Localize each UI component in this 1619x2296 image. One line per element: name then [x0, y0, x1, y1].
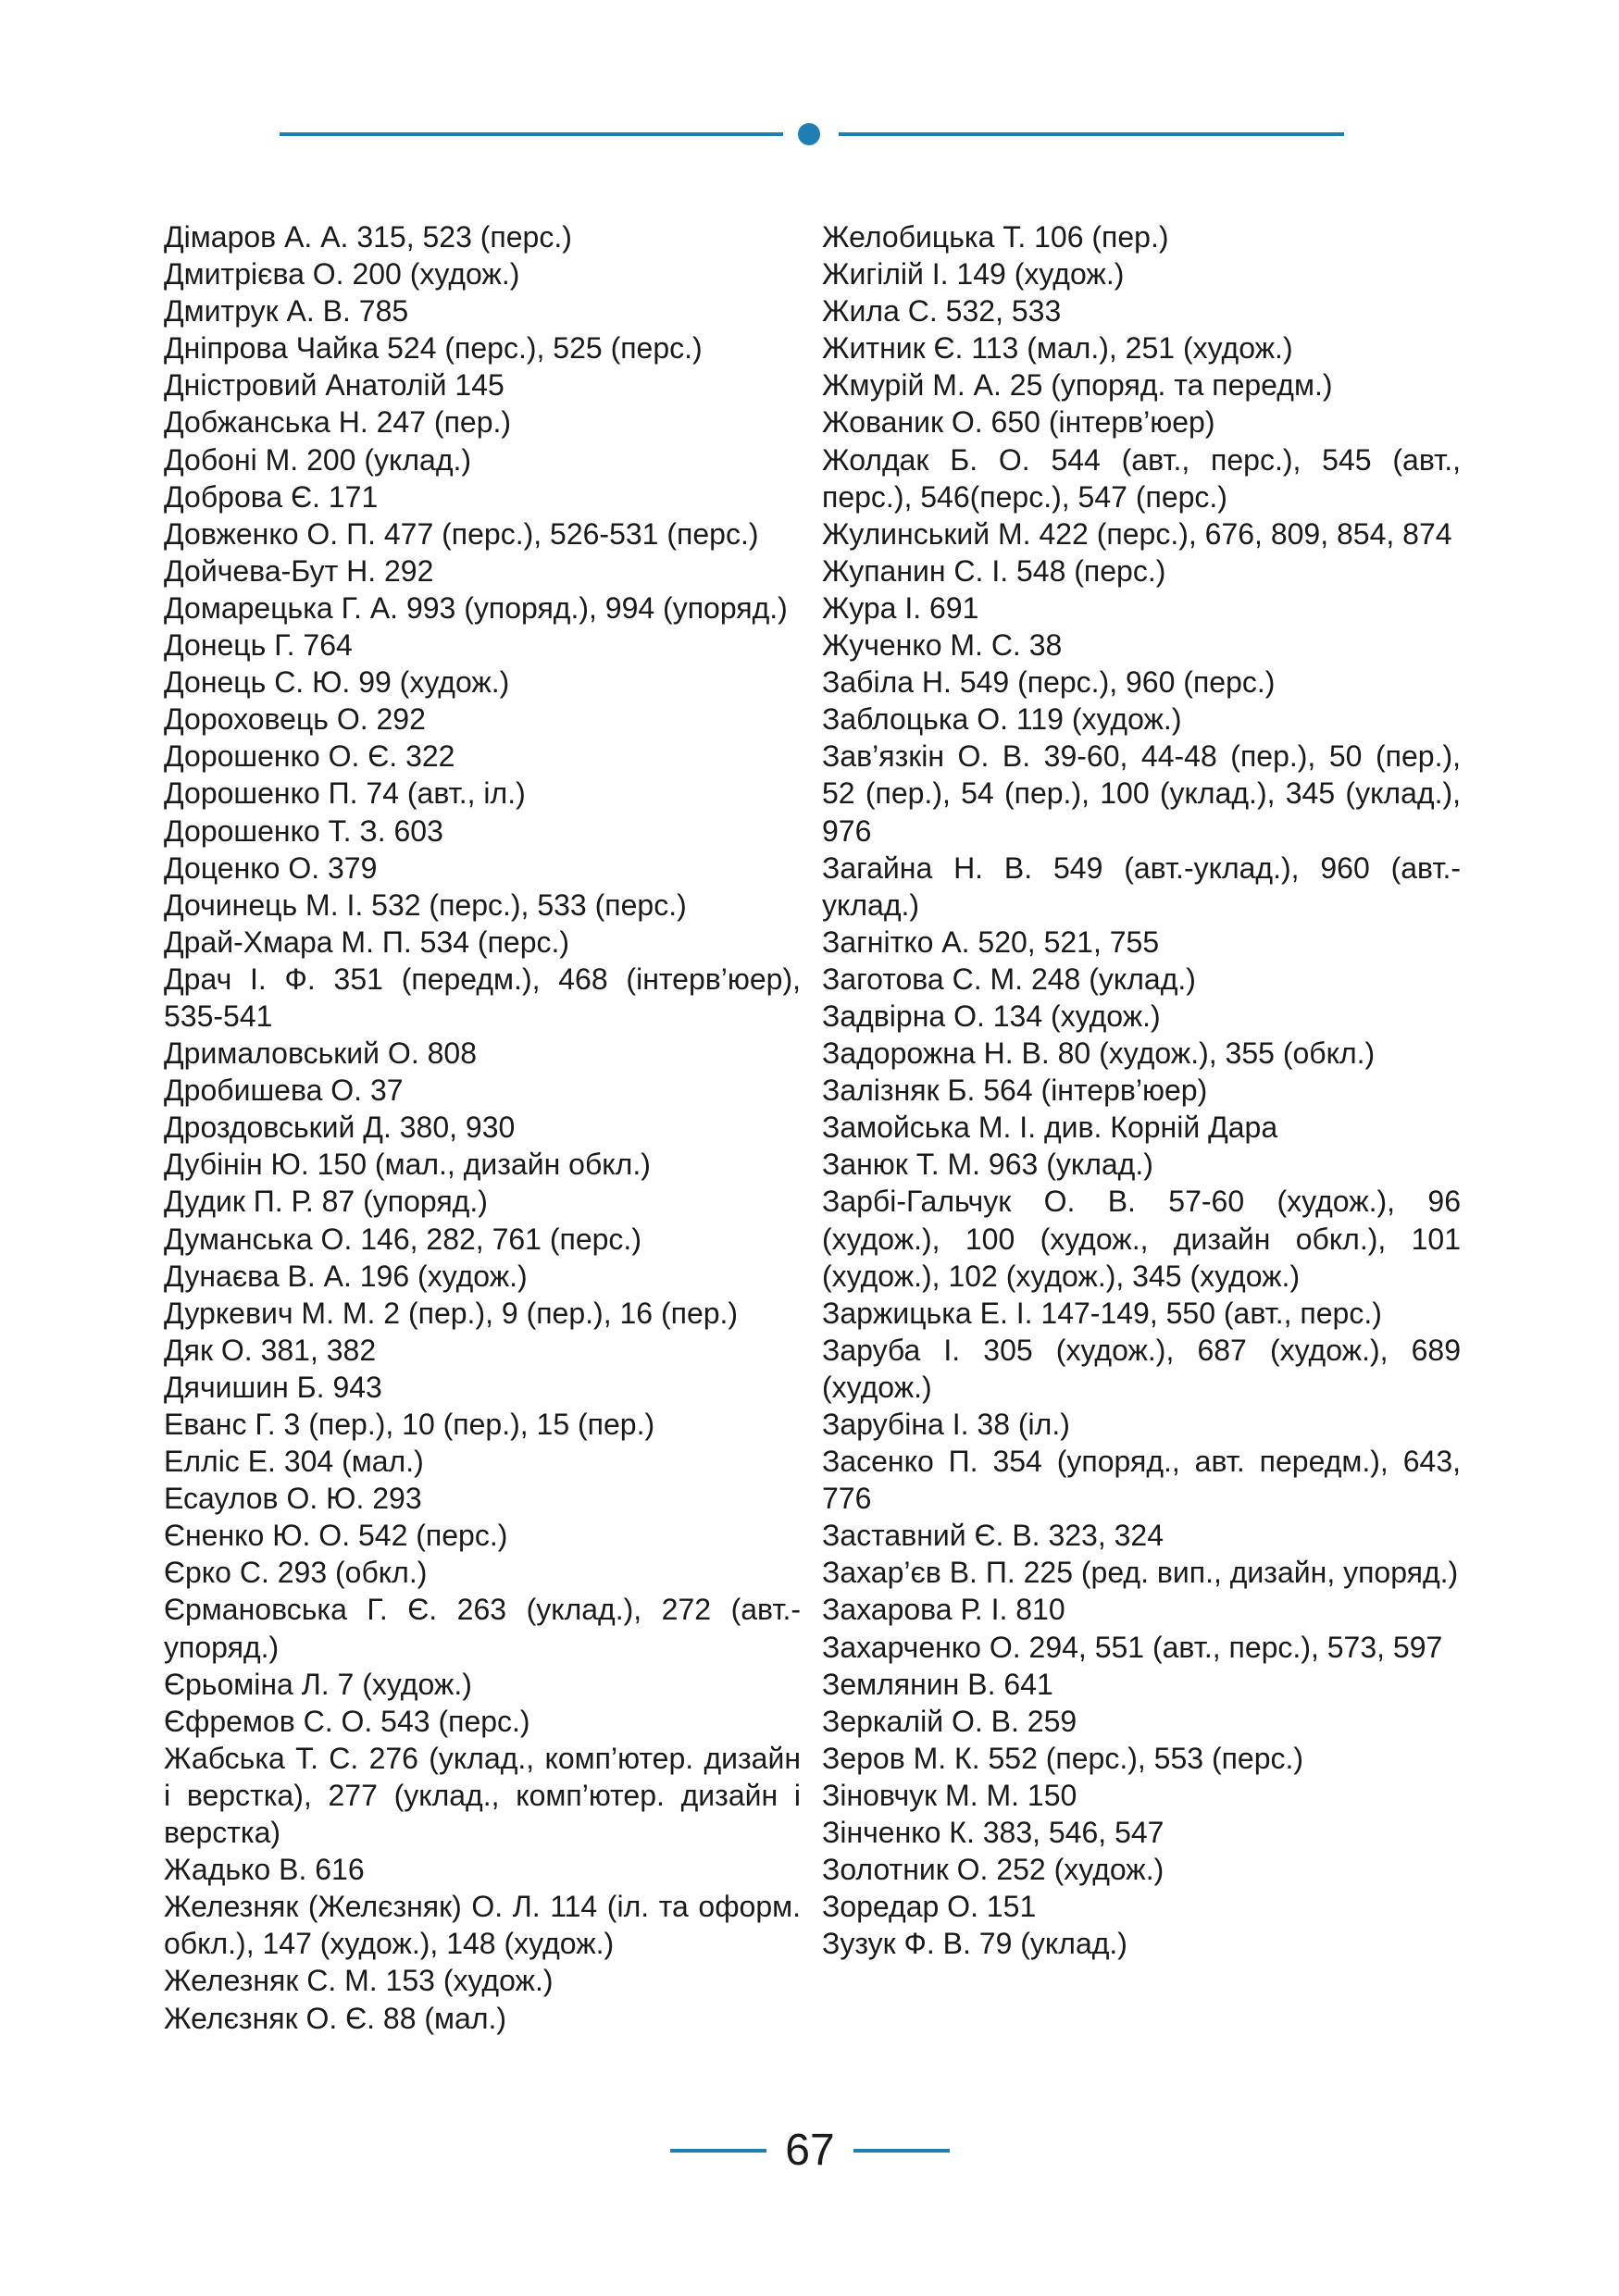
index-entry: Дмитрук А. В. 785	[164, 294, 409, 329]
index-entry: Дрималовський О. 808	[164, 1036, 477, 1071]
header-rule-left	[280, 132, 783, 136]
index-entry: Добоні М. 200 (уклад.)	[164, 442, 472, 477]
index-entry: Зінченко К. 383, 546, 547	[822, 1816, 1164, 1850]
index-entry: Заблоцька О. 119 (худож.)	[822, 702, 1182, 737]
index-entry: Золотник О. 252 (худож.)	[822, 1853, 1164, 1887]
index-entry: Зарбі-Гальчук О. В. 57-60 (худож.), 96 (худож.), 100 (худож., дизайн обкл.), 101 (худож.), 102 (худож.), 345 (худож.)	[822, 1185, 1461, 1293]
index-entry: Єненко Ю. О. 542 (перс.)	[164, 1519, 508, 1553]
index-entry: Дудик П. Р. 87 (упоряд.)	[164, 1185, 488, 1219]
index-entry: Дімаров А. А. 315, 523 (перс.)	[164, 220, 572, 254]
index-entry: Єрмановська Г. Є. 263 (уклад.), 272 (авт.-упоряд.)	[164, 1593, 801, 1664]
index-entry: Дунаєва В. А. 196 (худож.)	[164, 1259, 528, 1293]
index-entry: Драч І. Ф. 351 (передм.), 468 (інтерв’юер), 535-541	[164, 962, 801, 1033]
index-entry: Доценко О. 379	[164, 850, 378, 885]
index-entry: Задвірна О. 134 (худож.)	[822, 999, 1161, 1033]
index-entry: Зіновчук М. М. 150	[822, 1778, 1077, 1812]
index-entry: Железняк (Желєзняк) О. Л. 114 (іл. та оформ. обкл.), 147 (худож.), 148 (худож.)	[164, 1890, 801, 1961]
index-entry: Донець С. Ю. 99 (худож.)	[164, 665, 510, 700]
index-entry: Загайна Н. В. 549 (авт.-уклад.), 960 (авт.-уклад.)	[822, 850, 1461, 922]
index-entry: Захар’єв В. П. 225 (ред. вип., дизайн, упоряд.)	[822, 1556, 1459, 1590]
index-column-left	[164, 218, 801, 2037]
index-entry: Жученко М. С. 38	[822, 628, 1063, 663]
header-dot-ornament	[798, 123, 820, 145]
index-entry: Заруба І. 305 (худож.), 687 (худож.), 689 (худож.)	[822, 1333, 1461, 1404]
index-entry: Жура І. 691	[822, 590, 979, 625]
index-entry: Залізняк Б. 564 (інтерв’юер)	[822, 1074, 1208, 1108]
index-entry: Домарецька Г. А. 993 (упоряд.), 994 (упоряд.)	[164, 590, 788, 625]
header-rule-right	[839, 132, 1344, 136]
index-entry: Дубінін Ю. 150 (мал., дизайн обкл.)	[164, 1148, 651, 1182]
index-entry: Дорошенко О. Є. 322	[164, 739, 455, 774]
index-entry: Землянин В. 641	[822, 1667, 1053, 1701]
index-entry: Зав’язкін О. В. 39-60, 44-48 (пер.), 50 (пер.), 52 (пер.), 54 (пер.), 100 (уклад.), 345 (уклад.), 976	[822, 739, 1461, 848]
index-entry: Захарова Р. І. 810	[822, 1593, 1065, 1627]
index-entry: Жадько В. 616	[164, 1853, 365, 1887]
index-entry: Зоредар О. 151	[822, 1890, 1037, 1924]
index-entry: Дробишева О. 37	[164, 1074, 404, 1108]
index-entry: Захарченко О. 294, 551 (авт., перс.), 573, 597	[822, 1630, 1443, 1664]
index-entry: Житник Є. 113 (мал.), 251 (худож.)	[822, 331, 1293, 366]
index-entry: Жигілій І. 149 (худож.)	[822, 257, 1125, 292]
footer-rule-right	[853, 2149, 950, 2153]
index-entry: Дорошенко П. 74 (авт., іл.)	[164, 776, 526, 811]
index-entry: Жила С. 532, 533	[822, 294, 1062, 329]
index-entry: Жупанин С. І. 548 (перс.)	[822, 553, 1166, 588]
index-entry: Доброва Є. 171	[164, 479, 379, 514]
index-entry: Задорожна Н. В. 80 (худож.), 355 (обкл.)	[822, 1036, 1376, 1071]
index-entry: Думанська О. 146, 282, 761 (перс.)	[164, 1222, 641, 1256]
index-entry: Дорошенко Т. З. 603	[164, 813, 443, 848]
index-entry: Зарубіна І. 38 (іл.)	[822, 1408, 1070, 1441]
index-entry: Єрко С. 293 (обкл.)	[164, 1556, 428, 1590]
index-entry: Заржицька Е. І. 147-149, 550 (авт., перс.)	[822, 1296, 1382, 1330]
index-entry: Добжанська Н. 247 (пер.)	[164, 405, 512, 440]
index-entry: Дуркевич М. М. 2 (пер.), 9 (пер.), 16 (пер.)	[164, 1296, 739, 1330]
index-entry: Занюк Т. М. 963 (уклад.)	[822, 1148, 1153, 1182]
index-entry: Елліс Е. 304 (мал.)	[164, 1445, 424, 1479]
index-entry: Загнітко А. 520, 521, 755	[822, 925, 1160, 959]
index-entry: Жолдак Б. О. 544 (авт., перс.), 545 (авт., перс.), 546(перс.), 547 (перс.)	[822, 442, 1461, 514]
index-entry: Зеркалій О. В. 259	[822, 1704, 1077, 1738]
index-entry: Еванс Г. 3 (пер.), 10 (пер.), 15 (пер.)	[164, 1408, 655, 1441]
index-column-right	[822, 218, 1461, 1962]
index-entry: Зеров М. К. 552 (перс.), 553 (перс.)	[822, 1741, 1304, 1775]
index-entry: Дячишин Б. 943	[164, 1370, 382, 1404]
index-entry: Єрьоміна Л. 7 (худож.)	[164, 1667, 472, 1701]
index-entry: Есаулов О. Ю. 293	[164, 1482, 422, 1516]
index-entry: Дороховець О. 292	[164, 702, 426, 737]
index-entry: Замойська М. І. див. Корній Дара	[822, 1111, 1278, 1145]
index-entry: Єфремов С. О. 543 (перс.)	[164, 1704, 530, 1738]
index-entry: Желобицька Т. 106 (пер.)	[822, 220, 1169, 254]
index-entry: Дністровий Анатолій 145	[164, 368, 504, 403]
index-entry: Донець Г. 764	[164, 628, 353, 663]
index-entry: Забіла Н. 549 (перс.), 960 (перс.)	[822, 665, 1276, 700]
index-entry: Железняк С. М. 153 (худож.)	[164, 1964, 554, 1998]
index-entry: Жмурій М. А. 25 (упоряд. та передм.)	[822, 368, 1333, 403]
index-entry: Желєзняк О. Є. 88 (мал.)	[164, 2001, 507, 2035]
index-entry: Дяк О. 381, 382	[164, 1333, 377, 1367]
index-entry: Дойчева-Бут Н. 292	[164, 553, 434, 588]
page-number: 67	[785, 2126, 835, 2175]
footer-rule-left	[670, 2149, 766, 2153]
index-entry: Дмитрієва О. 200 (худож.)	[164, 257, 520, 292]
index-entry: Дроздовський Д. 380, 930	[164, 1111, 516, 1145]
index-entry: Довженко О. П. 477 (перс.), 526-531 (перс.)	[164, 516, 759, 551]
index-entry: Зузук Ф. В. 79 (уклад.)	[822, 1927, 1127, 1961]
index-entry: Жованик О. 650 (інтерв’юер)	[822, 405, 1215, 440]
index-entry: Заготова С. М. 248 (уклад.)	[822, 962, 1196, 996]
index-entry: Засенко П. 354 (упоряд., авт. передм.), 643, 776	[822, 1445, 1461, 1516]
index-entry: Дніпрова Чайка 524 (перс.), 525 (перс.)	[164, 331, 703, 366]
index-entry: Жабська Т. С. 276 (уклад., комп’ютер. дизайн і верстка), 277 (уклад., комп’ютер. дизайн і верстка)	[164, 1741, 801, 1850]
index-entry: Драй-Хмара М. П. 534 (перс.)	[164, 925, 570, 959]
index-entry: Заставний Є. В. 323, 324	[822, 1519, 1164, 1553]
index-entry: Жулинський М. 422 (перс.), 676, 809, 854, 874	[822, 516, 1452, 551]
index-entry: Дочинець М. І. 532 (перс.), 533 (перс.)	[164, 887, 687, 922]
